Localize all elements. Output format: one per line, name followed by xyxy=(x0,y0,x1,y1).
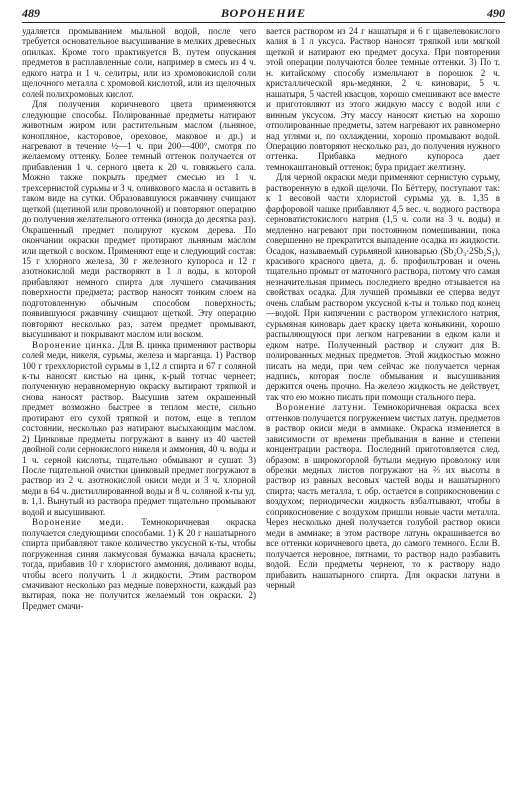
paragraph xyxy=(22,340,256,518)
paragraph-lead: Воронение меди. xyxy=(32,517,125,528)
paragraph-text: удаляется промыванием мыльной водой, после чего требуется основательное высушивание в мелких древесных опилках. Кроме того практикуется В. путем опускания предметов в расплавленные соли, например в смесь из 4 ч. едкого натра и 1 ч. селитры, или из хромовокислой соли щелочного металла с хромовой кислотой, или из щелочных солей полихромовых кислот. xyxy=(22,26,256,99)
paragraph-lead: Воронение латуни. xyxy=(276,402,367,413)
paragraph-text: вается раствором из 24 г нашатыря и 6 г щавелевокислого калия в 1 л уксуса. Раствор наносят тряпкой или мягкой щеткой и натирают ею предмет досуха. При повторении этой операции получаются более темные оттенки. 3) По т. н. китайскому способу измельчают в порошок 2 ч. кристаллической ярь-медянки, 2 ч. киновари, 5 ч. нашатыря, 5 частей квасцов, хорошо смешивают все вместе и приготовляют из этого жидкую массу с водой или с винным уксусом. Эту массу наносят кистью на хорошо отполированные предметы, затем нагревают их равномерно над углями и, по охлаждении, хорошо промывают водой. Операцию повторяют несколько раз, до получения нужного оттенка. Прибавка медного купороса дает темнокаштановый оттенок; бура придает желтизну. xyxy=(266,26,500,172)
left-page-number: 489 xyxy=(22,6,40,20)
running-header xyxy=(22,6,505,23)
paragraph-text: Для черной окраски меди применяют сернистую сурьму, растворенную в едкой щелочи. По Бёттеру, поступают так: к 1 весовой части хлористой сурьмы уд. в. 1,35 в фарфоровой чашке прибавляют 4,5 вес. ч. водного раствора серноватистокислого натрия (1,5 ч. соли на 3 ч. воды) и медленно нагревают при постоянном помешивании, пока совершенно не прекратится выпадение осадка из жидкости. Осадок, называемый сурьмяной киноварью (Sb₂O₃·2Sb₂S₃), красивого красного цвета, д. б. профильтрован и очень тщательно промыт от маточного раствора, потому что самая незначительная примесь последнего вредно отзывается на свойствах осадка. Для лучшей промывки ее сперва ведут очень слабым раствором уксусной к-ты и только под конец—водой. При кипячении с раствором углекислого натрия, сурьмяная киноварь дает краску цвета коньякини, хорошо распыляющуюся при легком нагревании в едком кали и едком натре. Полученный раствор и служит для В. полированных медных предметов. Этой жидкостью можно писать на меди, при чем сейчас же получается черная надпись, которая после обмывания и высушивания держится очень прочно. На железо жидкость не действует, так что ею можно писать при помощи стального пера. xyxy=(266,172,500,402)
paragraph xyxy=(266,402,500,590)
right-page-number: 490 xyxy=(487,6,505,20)
running-title: ВОРОНЕНИЕ xyxy=(221,6,306,20)
paragraph xyxy=(22,26,256,99)
paragraph-text: Темнокоричневая окраска всех оттенков получается погружением чистых латун. предметов в раствор окиси меди в аммиаке. Окраска изменяется в зависимости от времени пребывания в ванне и степени концентрации раствора. Последний приготовляется след. образом: в широкогорлой бутыли медную проволоку или обрезки медных листов погружают на ⅔ их высоты в раствор из равных весовых частей воды и нашатырного спирта; часть металла, т. обр. остается в соприкосновении с воздухом; периодически жидкость взбалтывают, чтобы в соприкосновение с воздухом пришли новые части металла. Через несколько дней получается голубой раствор окиси меди в аммиаке; в этом растворе латунь окрашивается во все оттенки коричневого цвета, до самого темного. Если В. получается неровное, пятнами, то раствор надо разбавить водой. Если предметы чернеют, то к раствору надо прибавить нашатырного спирта. Для окраски латуни в черный xyxy=(266,402,500,591)
paragraph xyxy=(266,26,500,172)
paragraph xyxy=(22,517,256,611)
left-column xyxy=(22,26,256,611)
paragraph-lead: Воронение цинка. xyxy=(32,339,116,350)
right-column xyxy=(266,26,500,590)
paragraph-text: Темнокоричневая окраска получается следующими способами. 1) К 20 г нашатырного спирта прибавляют такое количество уксусной к-ты, чтобы погруженная синяя лакмусовая бумажка начала краснеть; тогда, прибавив 10 г хлористого аммония, доливают воды, чтобы всего получить 1 л жидкости. Этим раствором смачивают несколько раз медные поверхности, каждый раз вытирая, пока не получится желаемый тон окраски. 2) Предмет смачи- xyxy=(22,517,256,611)
paragraph-text: Для В. цинка применяют растворы солей меди, никеля, сурьмы, железа и марганца. 1) Раствор 100 г треххлористой сурьмы в 1,12 л спирта и 67 г соляной к-ты наносят кистью на цинк, к-рый тотчас чернеет; полученную неравномерную окраску вытирают тряпкой и снова наносят раствор. Высушив затем окрашенный предмет возможно быстрее в теплом месте, сильно протирают его сухой тряпкой и потом, еще в теплом состоянии, несколько раз натирают высыхающим маслом. 2) Цинковые предметы погружают в ванну из 40 частей двойной соли сернокислого никеля и аммония, 40 ч. воды и 1 ч. серной кислоты, тщательно обмывают и сушат. 3) После тщательной очистки цинковый предмет погружают в раствор из 2 ч. азотнокислой окиси меди и 3 ч. хлорной меди в 64 ч. дистиллированной воды и 8 ч. соляной к-ты уд. в. 1,1. Вынутый из раствора предмет тщательно промывают водой и высушивают. xyxy=(22,339,256,517)
paragraph xyxy=(266,172,500,402)
paragraph xyxy=(22,99,256,339)
paragraph-text: Для получения коричневого цвета применяются следующие способы. Полированные предметы натирают животным жиром или растительным маслом (льняное, конопляное, касторовое, ореховое, маковое и др.) и нагревают в течение ½—1 ч. при 200—400°, смотря по желаемому оттенку. Более темный оттенок получается от прибавления 1 ч. серного цвета к 20 ч. говяжьего сала. Можно также покрыть предмет смесью из 1 ч. трехсернистой сурьмы и 3 ч. оливкового масла и оставить в таком виде на сутки. Образовавшуюся ржавчину счищают щеткой (щетиной или проволочной) и повторяют операцию до получения желательного оттенка (иногда до десятка раз). Окрашенный предмет полируют куском дерева. По окончании окраски предмет протирают льняным маслом или щеткой с воском. Применяют еще и следующий состав: 15 г хлорного железа, 30 г железного купороса и 12 г азотнокислой меди растворяют в 1 л воды, к которой прибавляют немного спирта для лучшего смачивания поверхности предмета; раствор наносят тонким слоем на подготовленную обычным способом поверхность; появившуюся ржавчину счищают щеткой. Эту операцию повторяют несколько раз, затем предмет промывают, высушивают и покрывают маслом или воском. xyxy=(22,99,256,340)
